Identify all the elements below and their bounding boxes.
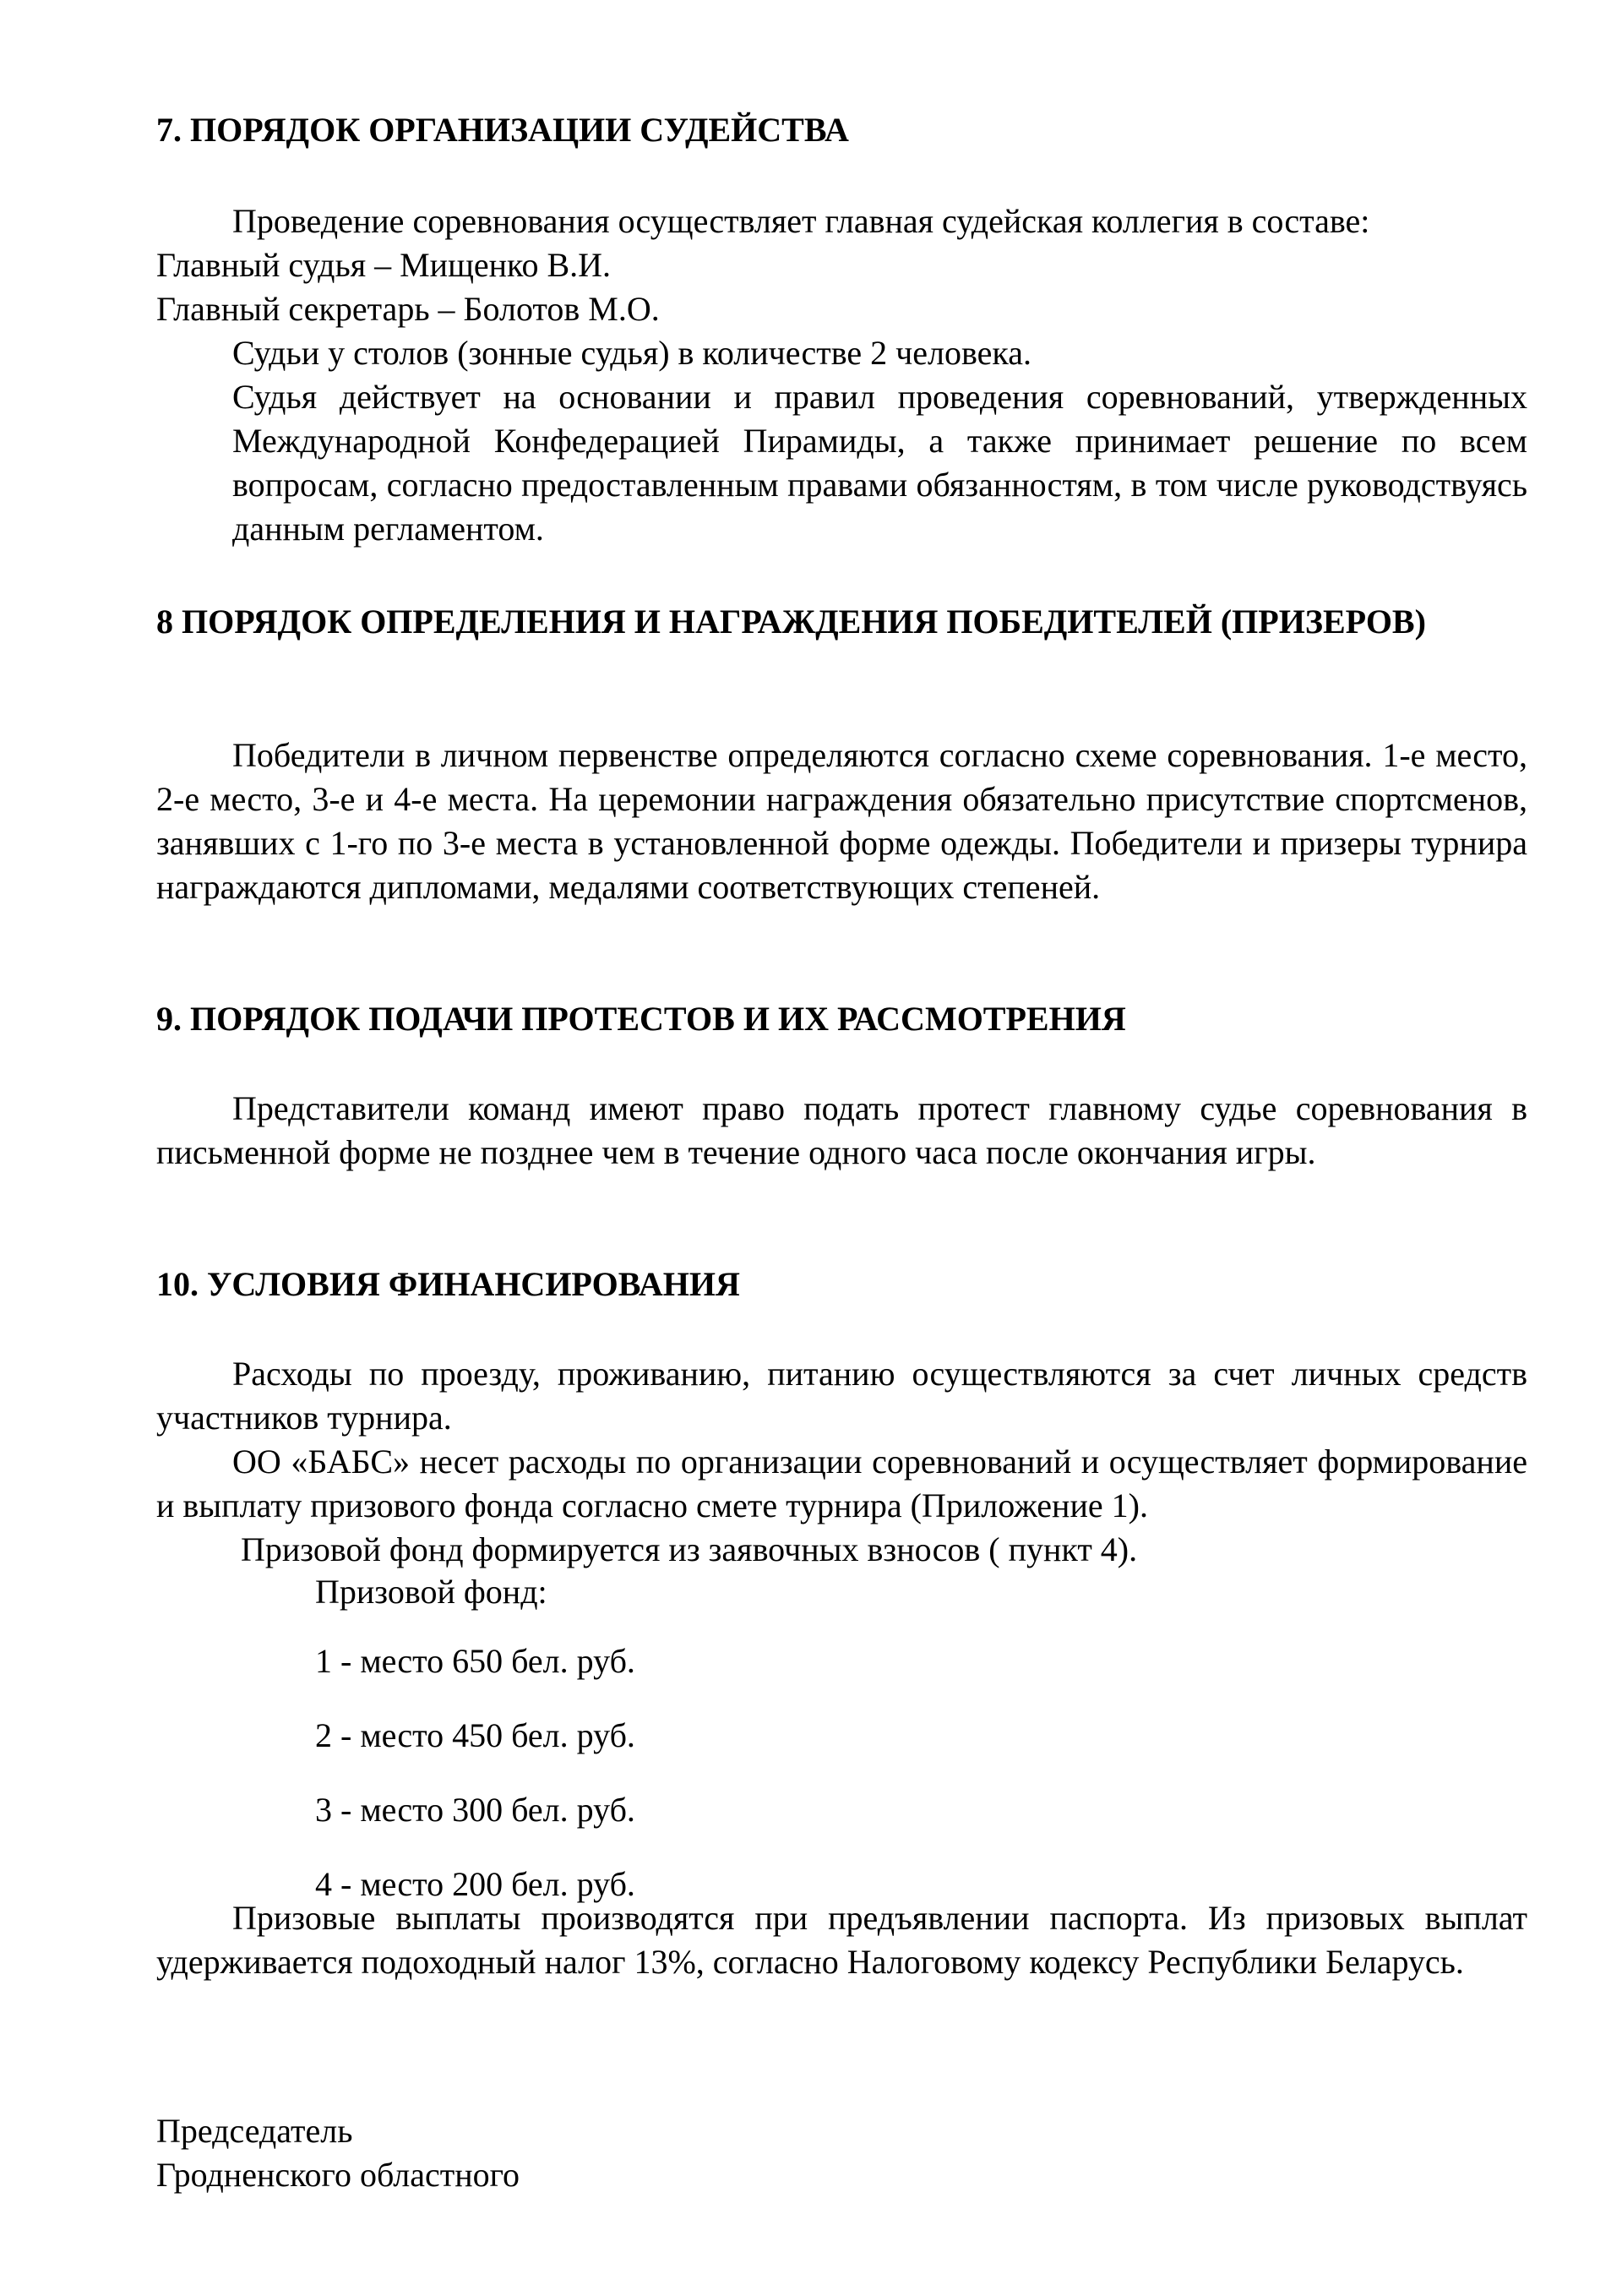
prize-2nd: 2 - место 450 бел. руб. [315,1716,635,1754]
judge-rules-paragraph: Судья действует на основании и правил проведения соревнований, утвержденных Международной Конфедерацией Пирамиды, а также принимает решение по всем вопросам, согласно предоставленным правами обязанностям, в том числе руководствуясь данным регламентом. [232,378,1527,548]
section-9-heading: 9. ПОРЯДОК ПОДАЧИ ПРОТЕСТОВ И ИХ РАССМОТРЕНИЯ [156,1000,1126,1038]
zone-judges: Судьи у столов (зонные судья) в количестве 2 человека. [232,334,1031,372]
signature-line-1: Председатель [156,2112,353,2150]
chief-judge: Главный судья – Мищенко В.И. [156,246,612,284]
fund-source: Призовой фонд формируется из заявочных взносов ( пункт 4). [241,1530,1138,1568]
section-10-heading: 10. УСЛОВИЯ ФИНАНСИРОВАНИЯ [156,1265,740,1303]
section-9-body: Представители команд имеют право подать протест главному судье соревнования в письменной форме не позднее чем в течение одного часа после окончания игры. [156,1089,1527,1171]
chief-secretary: Главный секретарь – Болотов М.О. [156,290,660,328]
section-7-intro: Проведение соревнования осуществляет главная судейская коллегия в составе: [232,202,1370,240]
section-7-heading: 7. ПОРЯДОК ОРГАНИЗАЦИИ СУДЕЙСТВА [156,111,849,149]
section-8-heading: 8 ПОРЯДОК ОПРЕДЕЛЕНИЯ И НАГРАЖДЕНИЯ ПОБЕДИТЕЛЕЙ (ПРИЗЕРОВ) [156,603,1426,641]
prize-1st: 1 - место 650 бел. руб. [315,1642,635,1680]
expenses-paragraph: Расходы по проезду, проживанию, питанию осуществляются за счет личных средств участников турнира. [156,1355,1527,1437]
section-8-body: Победители в личном первенстве определяются согласно схеме соревнования. 1-е место, 2-е место, 3-е и 4-е места. На церемонии награждения обязательно присутствие спортсменов, занявших с 1-го по 3-е места в установленной форме одежды. Победители и призеры турнира награждаются дипломами, медалями соответствующих степеней. [156,736,1527,906]
prize-4th: 4 - место 200 бел. руб. [315,1865,635,1903]
payout-paragraph: Призовые выплаты производятся при предъявлении паспорта. Из призовых выплат удерживается подоходный налог 13%, согласно Налоговому кодексу Республики Беларусь. [156,1899,1527,1981]
signature-line-2: Гродненского областного [156,2156,520,2194]
prize-3rd: 3 - место 300 бел. руб. [315,1791,635,1829]
organizer-paragraph: ОО «БАБС» несет расходы по организации соревнований и осуществляет формирование и выплату призового фонда согласно смете турнира (Приложение 1). [156,1442,1527,1524]
fund-title: Призовой фонд: [315,1573,547,1611]
